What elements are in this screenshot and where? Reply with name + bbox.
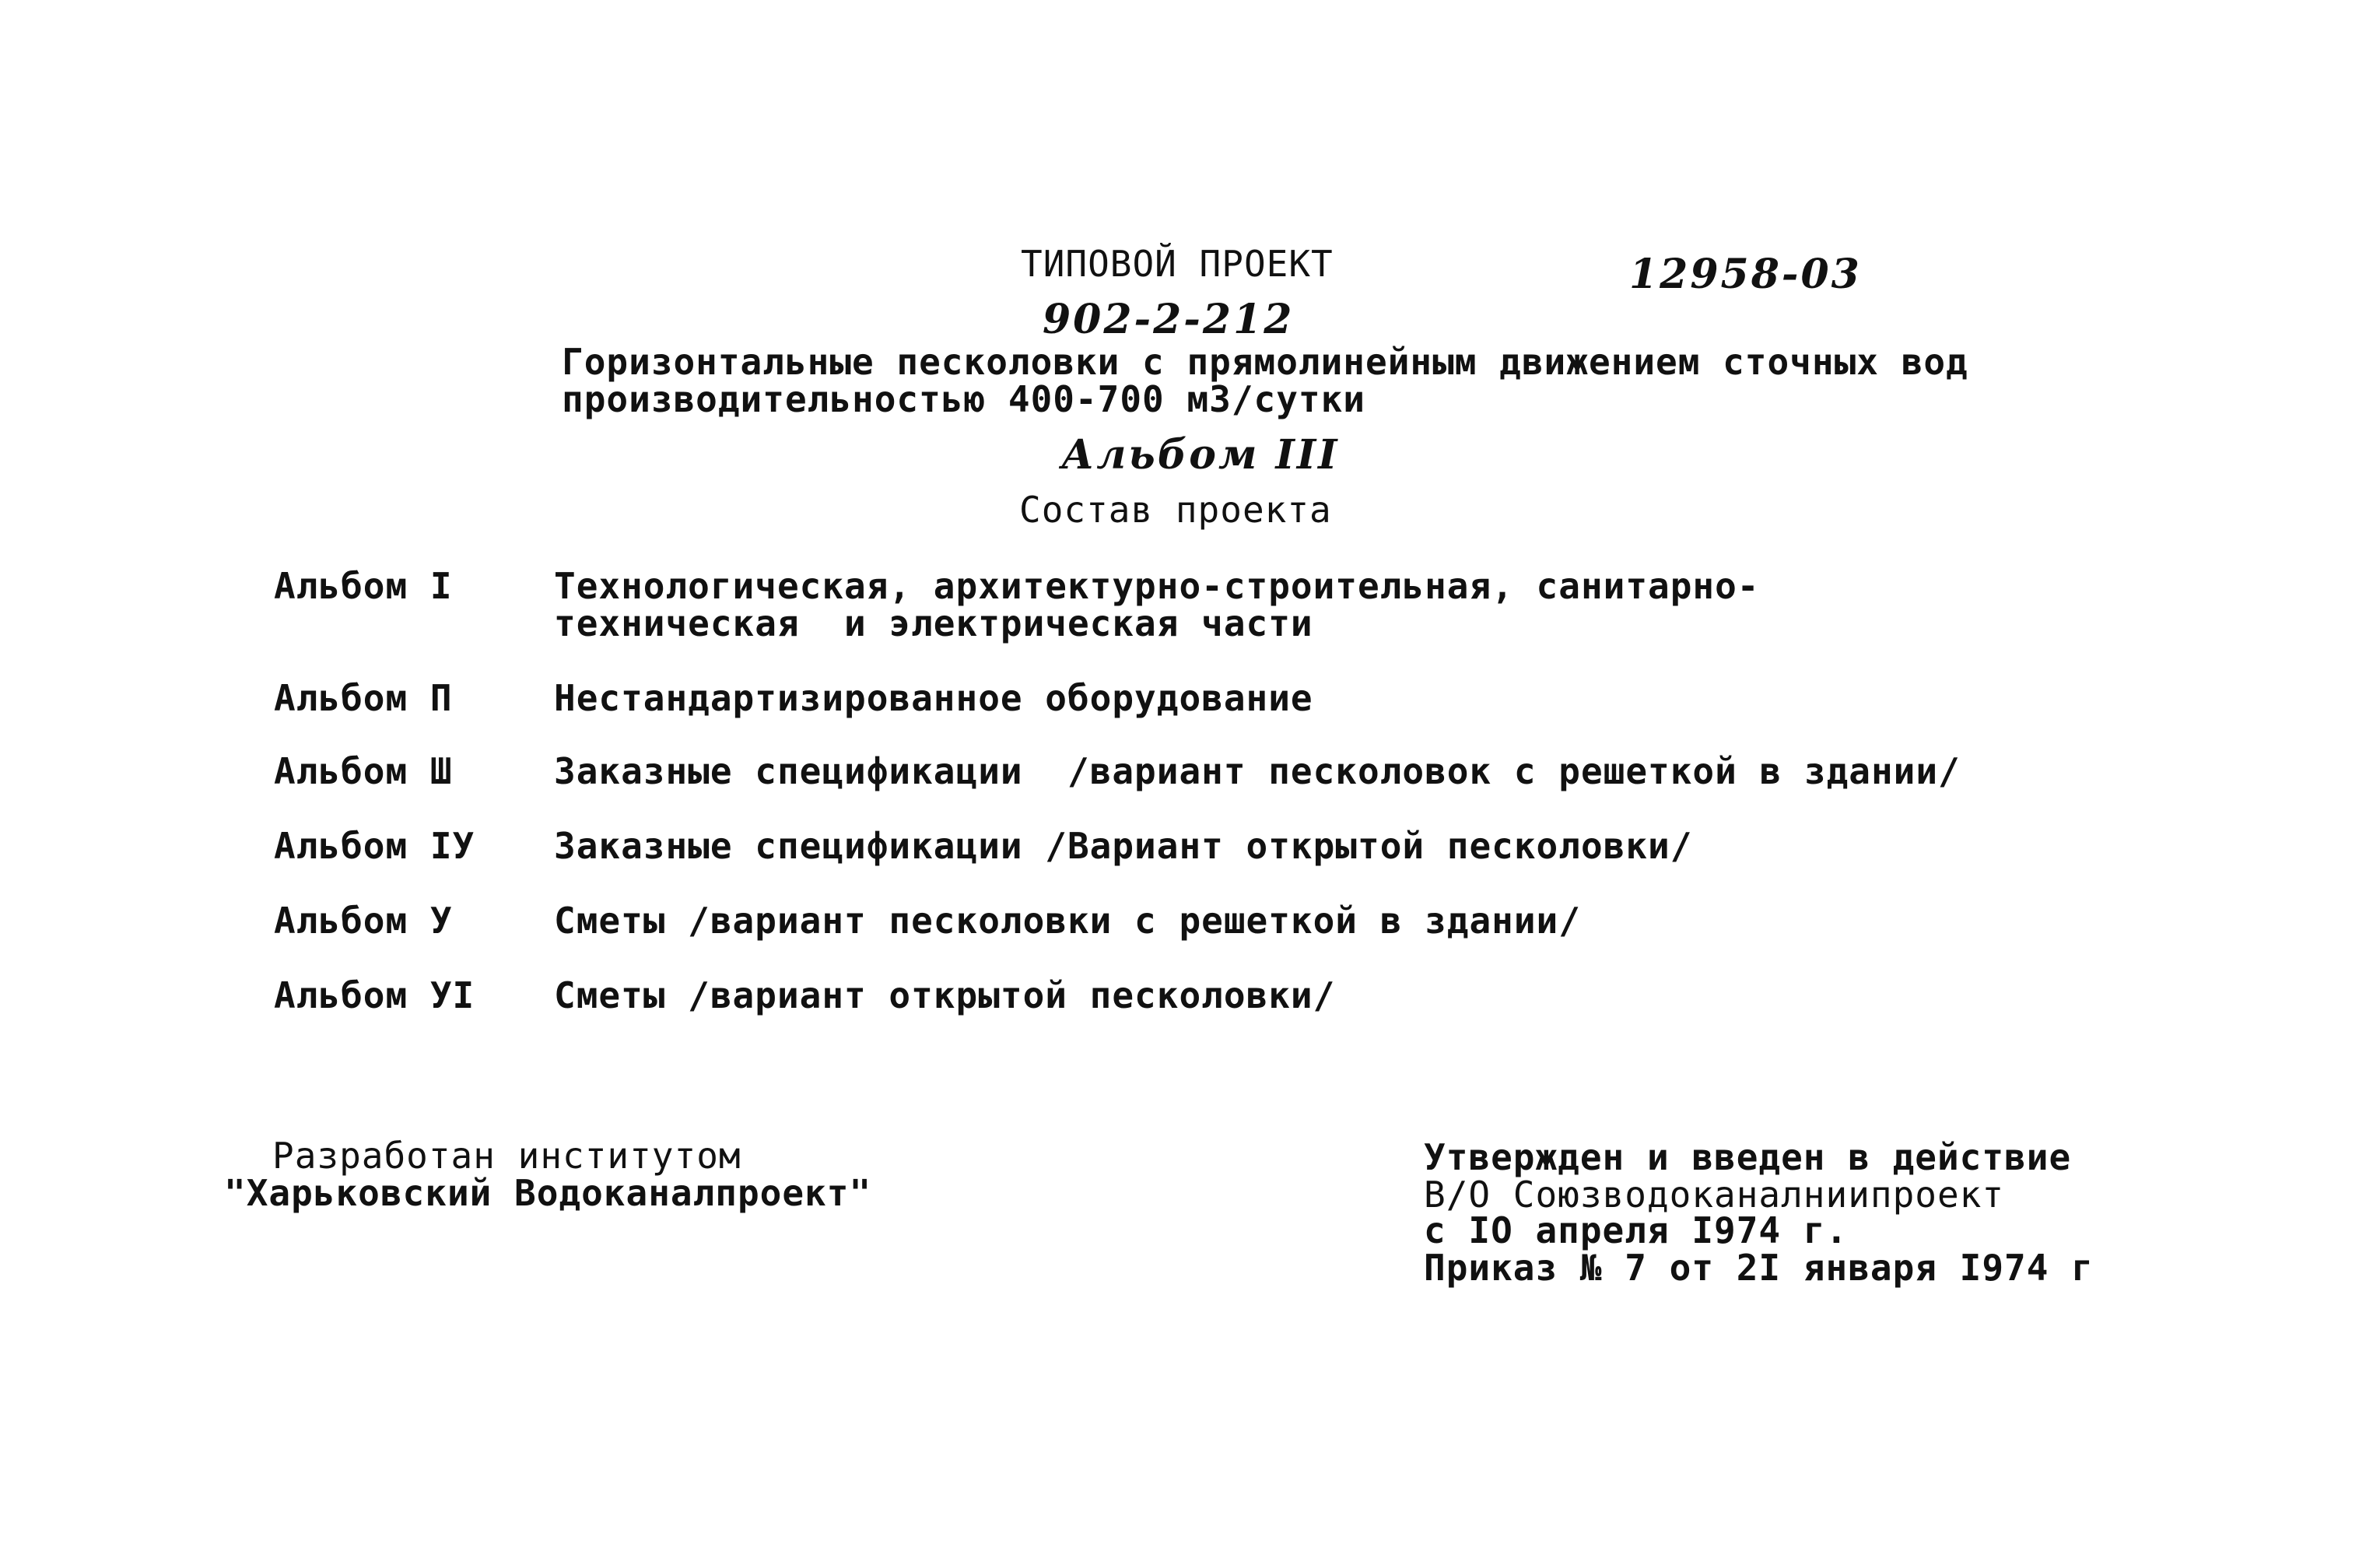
approval-line-1: Утвержден и введен в действие [1424,1136,2072,1178]
approval-line-3: с IO апреля I974 г. [1424,1209,1849,1251]
album-description: Заказные спецификации /Вариант открытой песколовки/ [554,825,1693,867]
developer-line-2: "Харьковский Водоканалпроект" [224,1172,872,1214]
approval-line-4: Приказ № 7 от 2I января I974 г [1424,1247,2094,1289]
developer-line-1: Разработан институтом [272,1135,741,1177]
album-description: Заказные спецификации /вариант песколовок с решеткой в здании/ [554,750,1961,792]
handwritten-doc-number: 12958-03 [1629,251,1862,298]
project-code: 902-2-212 [1043,296,1295,343]
doc-type-heading: ТИПОВОЙ ПРОЕКТ [1021,243,1334,285]
album-label: Альбом УI [274,974,475,1016]
album-label: Альбом Ш [274,750,453,792]
album-description: техническая и электрическая части [554,602,1313,644]
handwritten-album-number: Альбом III [1061,431,1340,479]
section-title: Состав проекта [1019,489,1332,531]
album-label: Альбом П [274,677,453,719]
title-line-2: производительностью 400-700 м3/сутки [562,378,1365,420]
album-label: Альбом У [274,900,453,942]
album-description: Нестандартизированное оборудование [554,677,1313,719]
title-line-1: Горизонтальные песколовки с прямолинейным движением сточных вод [562,341,1968,383]
album-label: Альбом I [274,565,453,607]
album-label: Альбом IУ [274,825,475,867]
album-description: Сметы /вариант открытой песколовки/ [554,974,1336,1016]
album-description: Сметы /вариант песколовки с решеткой в здании/ [554,900,1581,942]
album-description: Технологическая, архитектурно-строительная, санитарно- [554,565,1760,607]
approval-line-2: В/О Союзводоканалниипроект [1424,1174,2005,1216]
